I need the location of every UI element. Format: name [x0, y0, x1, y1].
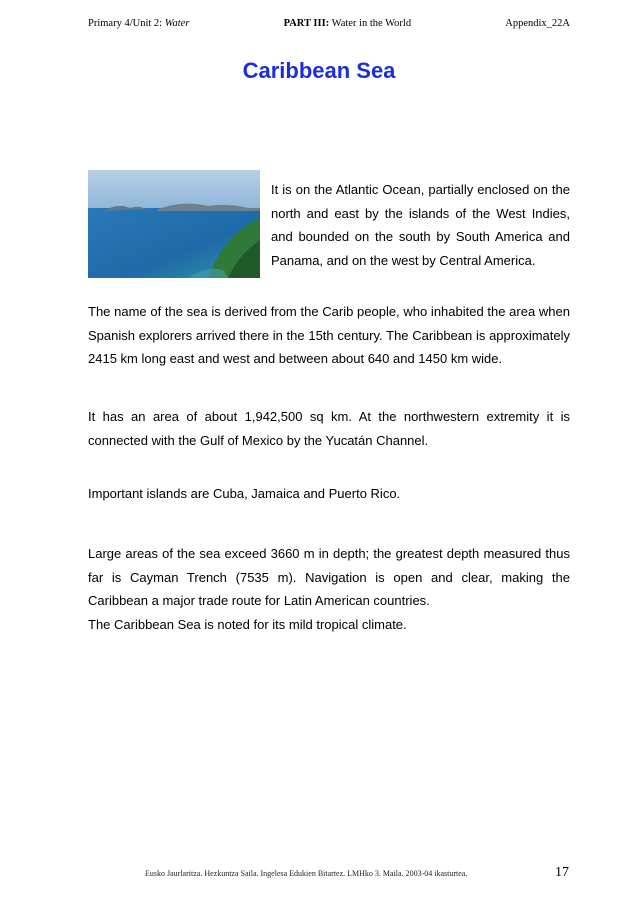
paragraph-islands: Important islands are Cuba, Jamaica and Puerto Rico. — [88, 486, 401, 501]
page-number: 17 — [555, 865, 569, 880]
sea-photo-image — [88, 170, 260, 278]
header-part-label: PART III: — [283, 18, 330, 29]
header-unit-topic: Water — [164, 18, 190, 29]
header-part — [284, 18, 412, 29]
page-header — [88, 18, 570, 29]
paragraph-climate: The Caribbean Sea is noted for its mild tropical climate. — [88, 617, 407, 632]
paragraph-area: It has an area of about 1,942,500 sq km. At the northwestern extremity it is connected with the Gulf of Mexico by the Yucatán Channel. — [88, 409, 570, 448]
paragraph-depth: Large areas of the sea exceed 3660 m in depth; the greatest depth measured thus far is Cayman Trench (7535 m). Navigation is open and clear, making the Caribbean a major trade route for Latin American countries. — [88, 546, 570, 608]
page-title: Caribbean Sea — [242, 58, 396, 83]
header-unit — [88, 18, 189, 29]
paragraph-name-origin: The name of the sea is derived from the Carib people, who inhabited the area when Spanish explorers arrived there in the 15th century. The Caribbean is approximately 2415 km long east and west and between about 640 and 1450 km wide. — [88, 304, 570, 366]
intro-paragraph: It is on the Atlantic Ocean, partially enclosed on the north and east by the islands of the West Indies, and bounded on the south by South America and Panama, and on the west by Central America. — [271, 182, 570, 268]
header-part-title: Water in the World — [329, 18, 412, 29]
header-appendix: Appendix_22A — [505, 18, 570, 29]
header-unit-label: Primary 4/Unit 2: — [88, 18, 165, 29]
sea-photo — [88, 170, 260, 278]
page-footer: Eusko Jaurlaritza. Hezkuntza Saila. Ingelesa Edukien Bitartez. LMHko 3. Maila. 2003-04 ikasturtea. — [145, 869, 468, 878]
